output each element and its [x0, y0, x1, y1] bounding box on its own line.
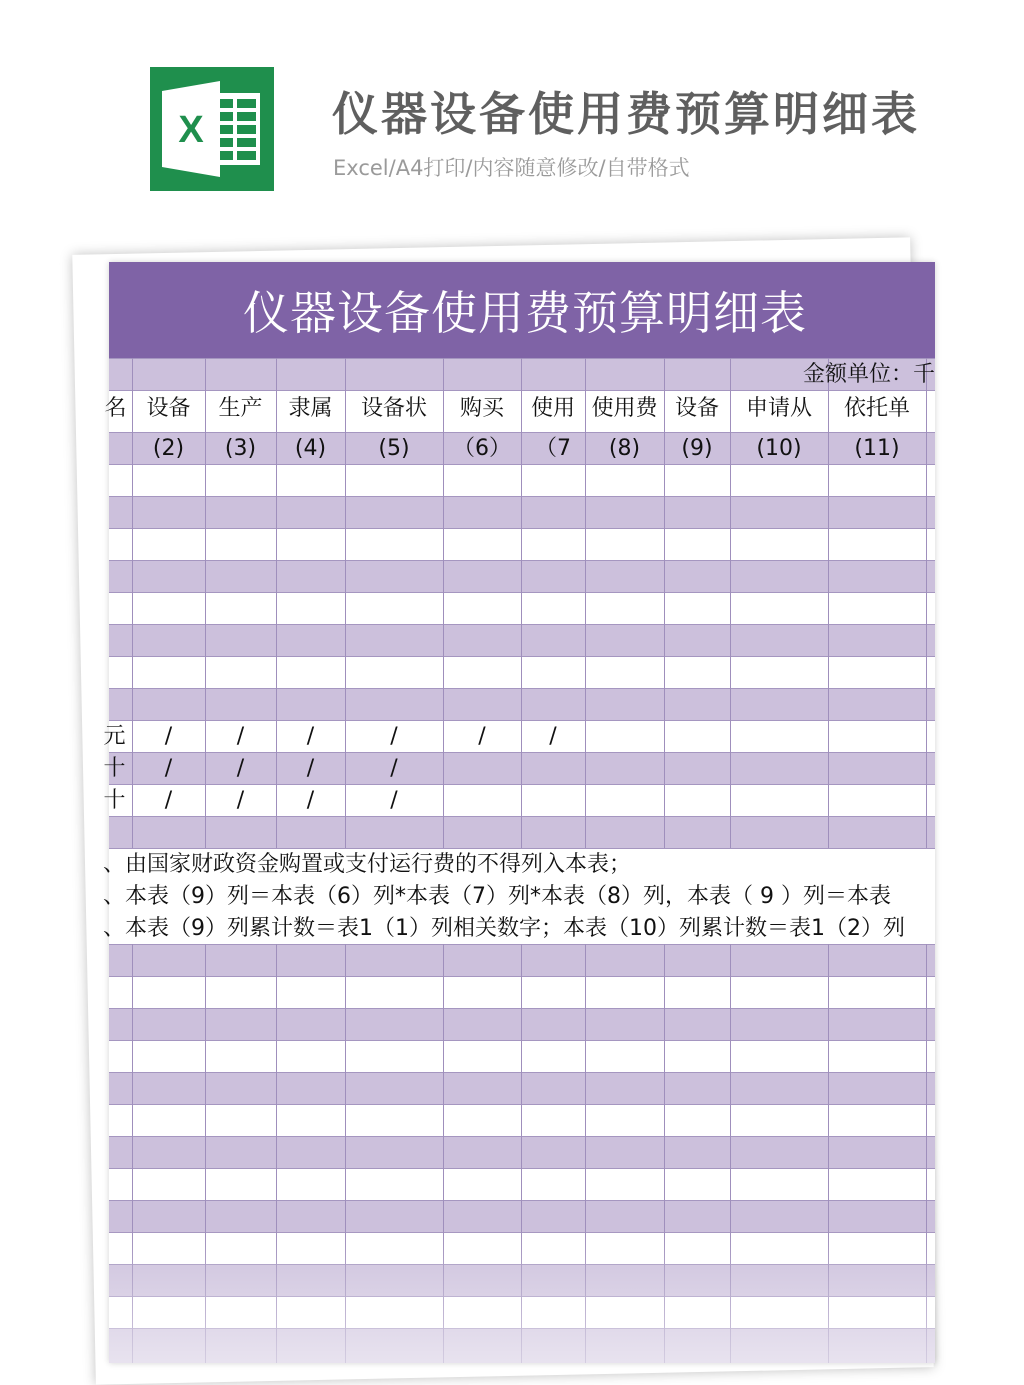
column-header: 设备状: [360, 396, 427, 421]
column-number: (10): [756, 436, 802, 461]
amount-unit-label: 金额单位：千: [802, 362, 935, 387]
table-row: [109, 1328, 935, 1363]
table-row: [109, 1104, 935, 1136]
slash-mark: /: [390, 724, 398, 749]
table-row: [109, 560, 935, 592]
column-header: 使用费: [591, 396, 658, 421]
table-row: [109, 1296, 935, 1328]
column-number: （6）: [453, 436, 511, 461]
table-row: [109, 1200, 935, 1232]
table-row: [109, 496, 935, 528]
table-row: [109, 624, 935, 656]
table-row: [109, 592, 935, 624]
column-header: 隶属: [288, 396, 333, 421]
slash-mark: /: [306, 756, 315, 781]
column-header: 申请从: [745, 396, 812, 421]
column-number: (9): [681, 436, 713, 461]
column-header: 依托单: [843, 396, 910, 421]
summary-label: 十: [103, 788, 126, 813]
page-subtitle: Excel/A4打印/内容随意修改/自带格式: [333, 156, 690, 180]
column-header: 名: [104, 396, 127, 421]
table-row: [109, 944, 935, 976]
table-row: [109, 816, 935, 848]
slash-mark: /: [164, 788, 173, 813]
slash-mark: /: [390, 756, 398, 781]
slash-mark: /: [549, 724, 557, 749]
table-row: [109, 976, 935, 1008]
logo-letter: X: [178, 109, 204, 151]
slash-mark: /: [236, 756, 245, 781]
sheet-title: 仪器设备使用费预算明细表: [243, 286, 807, 340]
table-row: [109, 1008, 935, 1040]
column-number: (3): [224, 436, 257, 461]
table-row: [109, 1136, 935, 1168]
column-header: 使用: [530, 396, 575, 421]
column-number: (5): [378, 436, 410, 461]
slash-mark: /: [164, 724, 173, 749]
column-header: 设备: [674, 396, 719, 421]
column-header: 生产: [218, 396, 263, 421]
column-header: 购买: [459, 396, 504, 421]
slash-mark: /: [390, 788, 398, 813]
slash-mark: /: [306, 788, 315, 813]
column-header: 设备: [146, 396, 191, 421]
table-row: [109, 1168, 935, 1200]
note-line: 、本表（9）列＝本表（6）列*本表（7）列*本表（8）列，本表（ 9 ）列＝本表: [103, 884, 891, 909]
table-row: [109, 1072, 935, 1104]
table-row: [109, 464, 935, 496]
slash-mark: /: [164, 756, 173, 781]
sheet-banner: [109, 262, 935, 358]
slash-mark: /: [478, 724, 486, 749]
slash-mark: /: [236, 788, 245, 813]
table-row: [109, 528, 935, 560]
note-line: 、本表（9）列累计数＝表1（1）列相关数字；本表（10）列累计数＝表1（2）列: [103, 916, 905, 941]
table-row: [109, 1264, 935, 1296]
slash-mark: /: [236, 724, 245, 749]
table-row: [109, 656, 935, 688]
page-title: 仪器设备使用费预算明细表: [332, 87, 920, 141]
column-number: （7: [535, 436, 571, 461]
excel-logo-icon: [150, 67, 274, 191]
column-number: (2): [152, 436, 185, 461]
table-row: [109, 688, 935, 720]
note-line: 、由国家财政资金购置或支付运行费的不得列入本表；: [103, 852, 632, 877]
table-row: [109, 1232, 935, 1264]
column-number: (8): [608, 436, 641, 461]
column-number: (4): [294, 436, 327, 461]
slash-mark: /: [306, 724, 315, 749]
spreadsheet-preview: [103, 262, 935, 1363]
summary-label: 十: [103, 756, 126, 781]
column-number: (11): [854, 436, 900, 461]
table-row: [109, 1040, 935, 1072]
summary-label: 元: [103, 724, 126, 749]
sheet-grid: [103, 358, 935, 1363]
